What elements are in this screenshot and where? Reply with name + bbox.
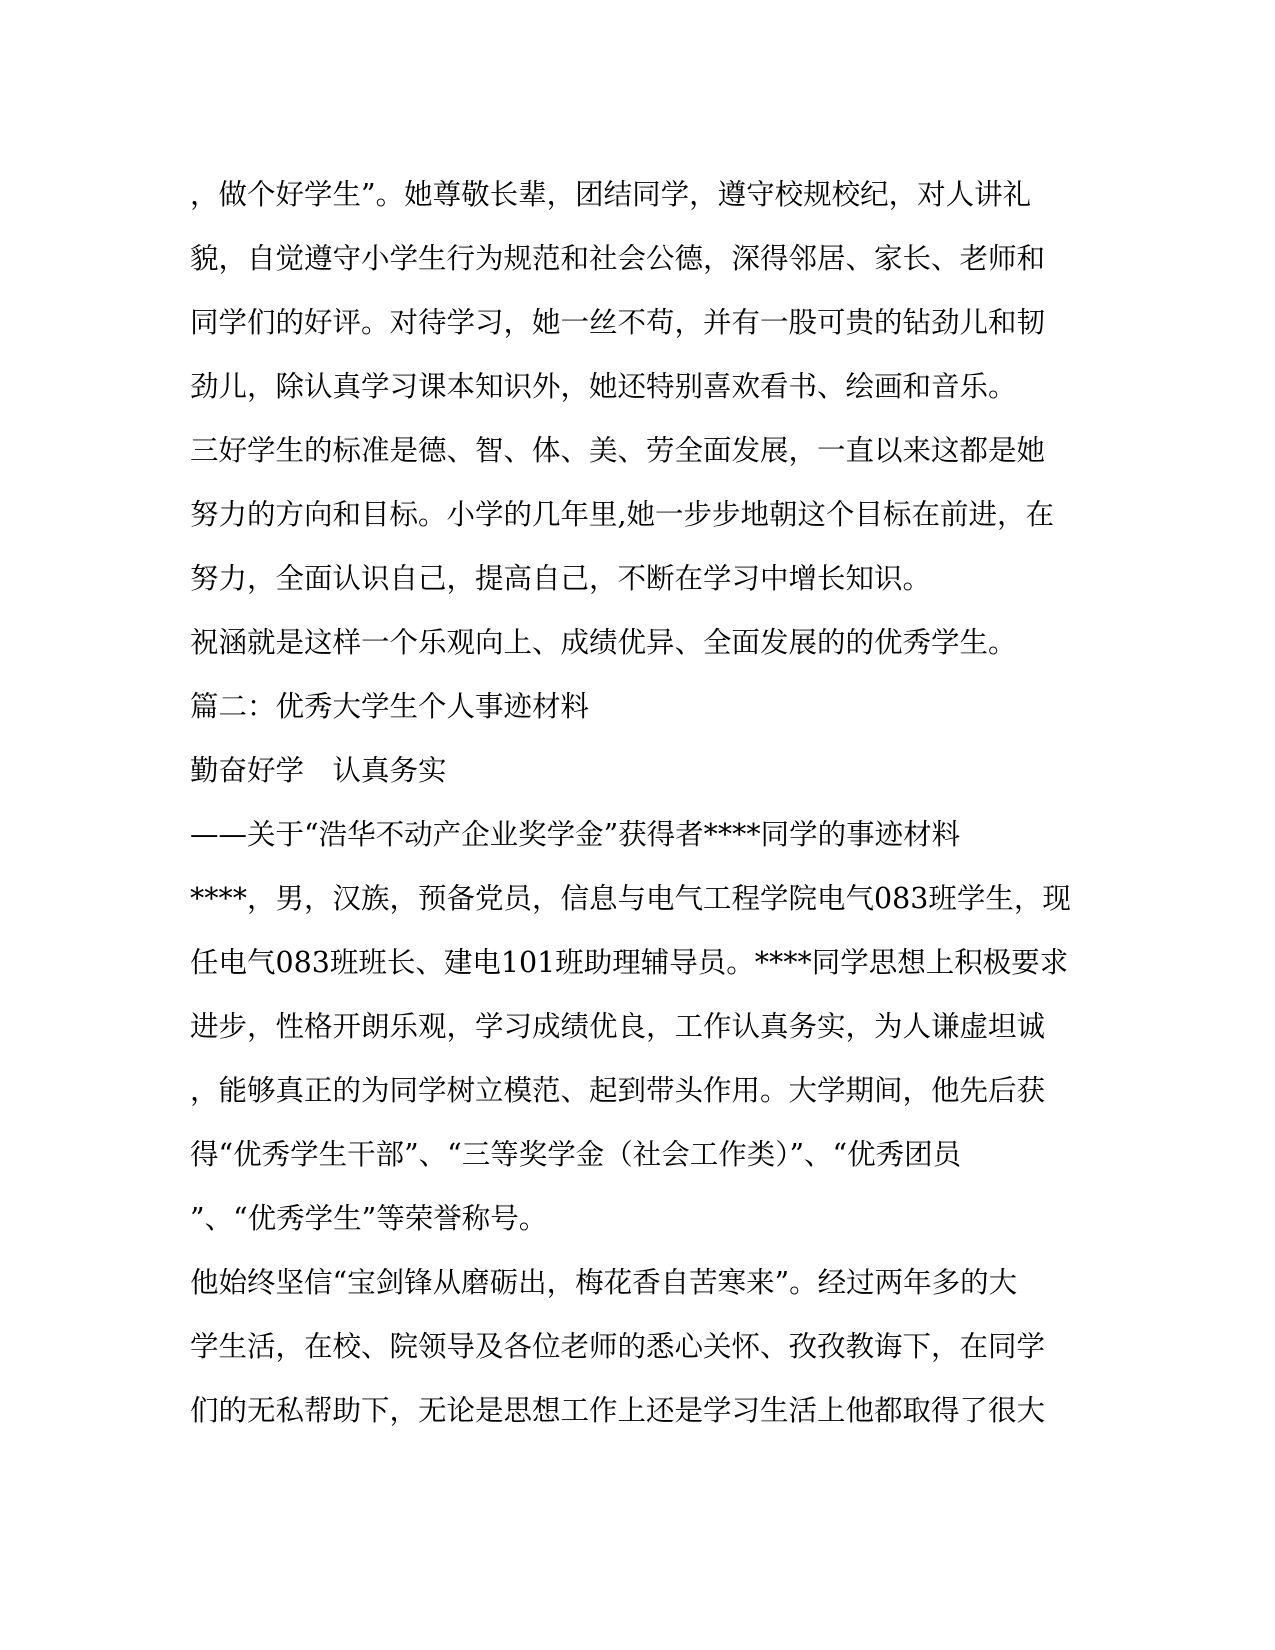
document-body	[190, 163, 1090, 1443]
article-subtitle: ——关于“浩华不动产企业奖学金”获得者****同学的事迹材料	[190, 818, 961, 851]
text-line: ”、“优秀学生”等荣誉称号。	[190, 1202, 548, 1235]
text-line: ，能够真正的为同学树立模范、起到带头作用。大学期间，他先后获	[190, 1074, 1046, 1107]
text-line: 同学们的好评。对待学习，她一丝不苟，并有一股可贵的钻劲儿和韧	[190, 306, 1046, 339]
section-heading: 篇二：优秀大学生个人事迹材料	[190, 690, 590, 723]
text-line: ****，男，汉族，预备党员，信息与电气工程学院电气083班学生，现	[190, 882, 1071, 915]
text-line: 他始终坚信“宝剑锋从磨砺出，梅花香自苦寒来”。经过两年多的大	[190, 1266, 1018, 1299]
text-line: ，做个好学生”。她尊敬长辈，团结同学，遵守校规校纪，对人讲礼	[190, 178, 1032, 211]
text-line: 任电气083班班长、建电101班助理辅导员。****同学思想上积极要求	[190, 946, 1069, 979]
text-line: 劲儿，除认真学习课本知识外，她还特别喜欢看书、绘画和音乐。	[190, 370, 1017, 403]
text-line: 们的无私帮助下，无论是思想工作上还是学习生活上他都取得了很大	[190, 1394, 1046, 1427]
text-line: 三好学生的标准是德、智、体、美、劳全面发展，一直以来这都是她	[190, 434, 1046, 467]
text-line: 学生活，在校、院领导及各位老师的悉心关怀、孜孜教诲下，在同学	[190, 1330, 1046, 1363]
text-line: 貌，自觉遵守小学生行为规范和社会公德，深得邻居、家长、老师和	[190, 242, 1046, 275]
text-line: 得“优秀学生干部”、“三等奖学金（社会工作类）”、“优秀团员	[190, 1138, 962, 1171]
text-line: 努力的方向和目标。小学的几年里,她一步步地朝这个目标在前进，在	[190, 498, 1055, 531]
text-line: 祝涵就是这样一个乐观向上、成绩优异、全面发展的的优秀学生。	[190, 626, 1017, 659]
article-title: 勤奋好学 认真务实	[190, 754, 447, 787]
text-line: 努力，全面认识自己，提高自己，不断在学习中增长知识。	[190, 562, 932, 595]
text-line: 进步，性格开朗乐观，学习成绩优良，工作认真务实，为人谦虚坦诚	[190, 1010, 1046, 1043]
